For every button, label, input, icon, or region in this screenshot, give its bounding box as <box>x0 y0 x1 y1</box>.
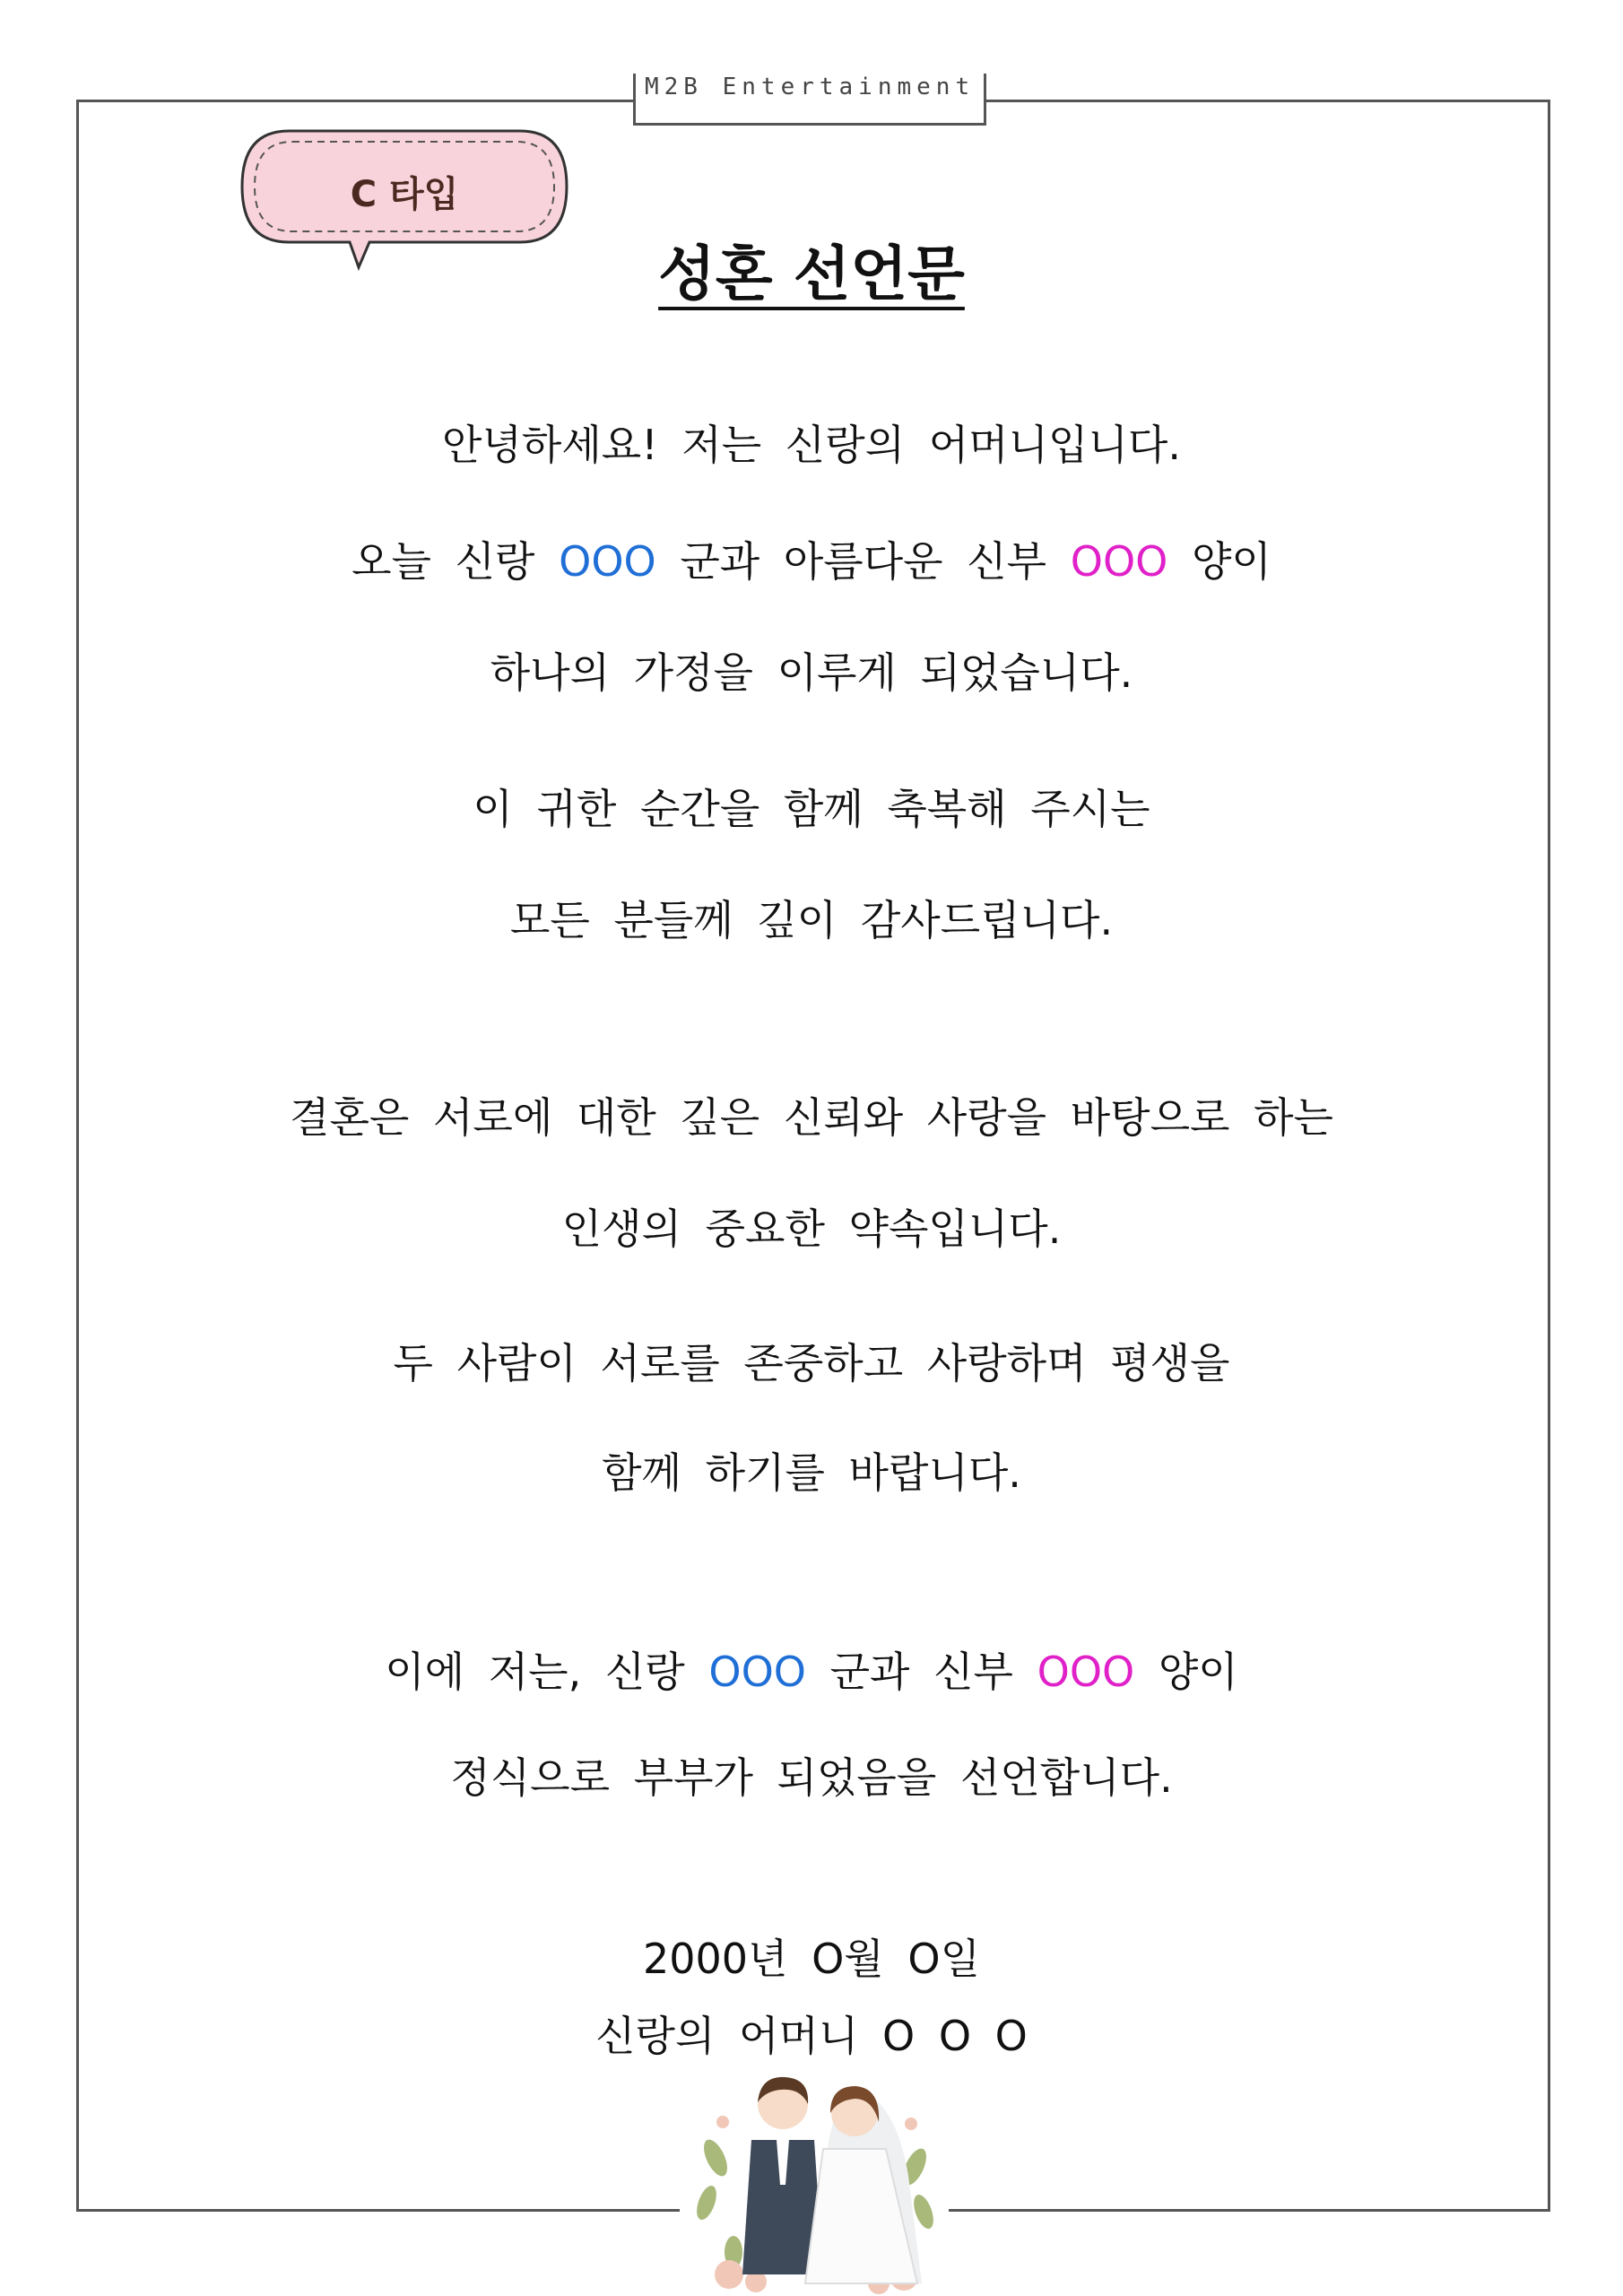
greeting-line-4: 이 귀한 순간을 함께 축복해 주시는 <box>473 785 1150 833</box>
meaning-line-3: 두 사람이 서로를 존중하고 사랑하며 평생을 <box>393 1339 1230 1387</box>
type-badge: C 타입 <box>350 173 459 215</box>
greeting-line-2: 오늘 신랑 OOO 군과 아름다운 신부 OOO 양이 <box>352 537 1271 586</box>
meaning-line-2: 인생의 중요한 약속입니다. <box>561 1205 1062 1253</box>
meaning-line-4: 함께 하기를 바랍니다. <box>602 1448 1021 1497</box>
signature-signer: 신랑의 어머니 O O O <box>595 2012 1028 2060</box>
greeting-line-1: 안녕하세요! 저는 신랑의 어머니입니다. <box>442 421 1181 469</box>
bride-name-placeholder: OOO <box>1037 1648 1135 1696</box>
groom-name-placeholder: OOO <box>708 1648 806 1696</box>
groom-name-placeholder: OOO <box>559 537 656 586</box>
signature-date: 2000년 O월 O일 <box>642 1935 981 1983</box>
greeting-line-3: 하나의 가정을 이루게 되었습니다. <box>490 648 1133 697</box>
declaration-line-2: 정식으로 부부가 되었음을 선언합니다. <box>450 1753 1173 1802</box>
document-frame <box>76 100 1550 2212</box>
bride-name-placeholder: OOO <box>1070 537 1168 586</box>
greeting-line-5: 모든 분들께 깊이 감사드립니다. <box>509 896 1114 944</box>
document-title: 성혼 선언문 <box>658 239 965 309</box>
meaning-line-1: 결혼은 서로에 대한 깊은 신뢰와 사랑을 바탕으로 하는 <box>290 1093 1333 1142</box>
declaration-line-1: 이에 저는, 신랑 OOO 군과 신부 OOO 양이 <box>385 1648 1238 1696</box>
brand-label: M2B Entertainment <box>633 74 986 126</box>
wedding-couple-icon <box>680 2068 949 2296</box>
